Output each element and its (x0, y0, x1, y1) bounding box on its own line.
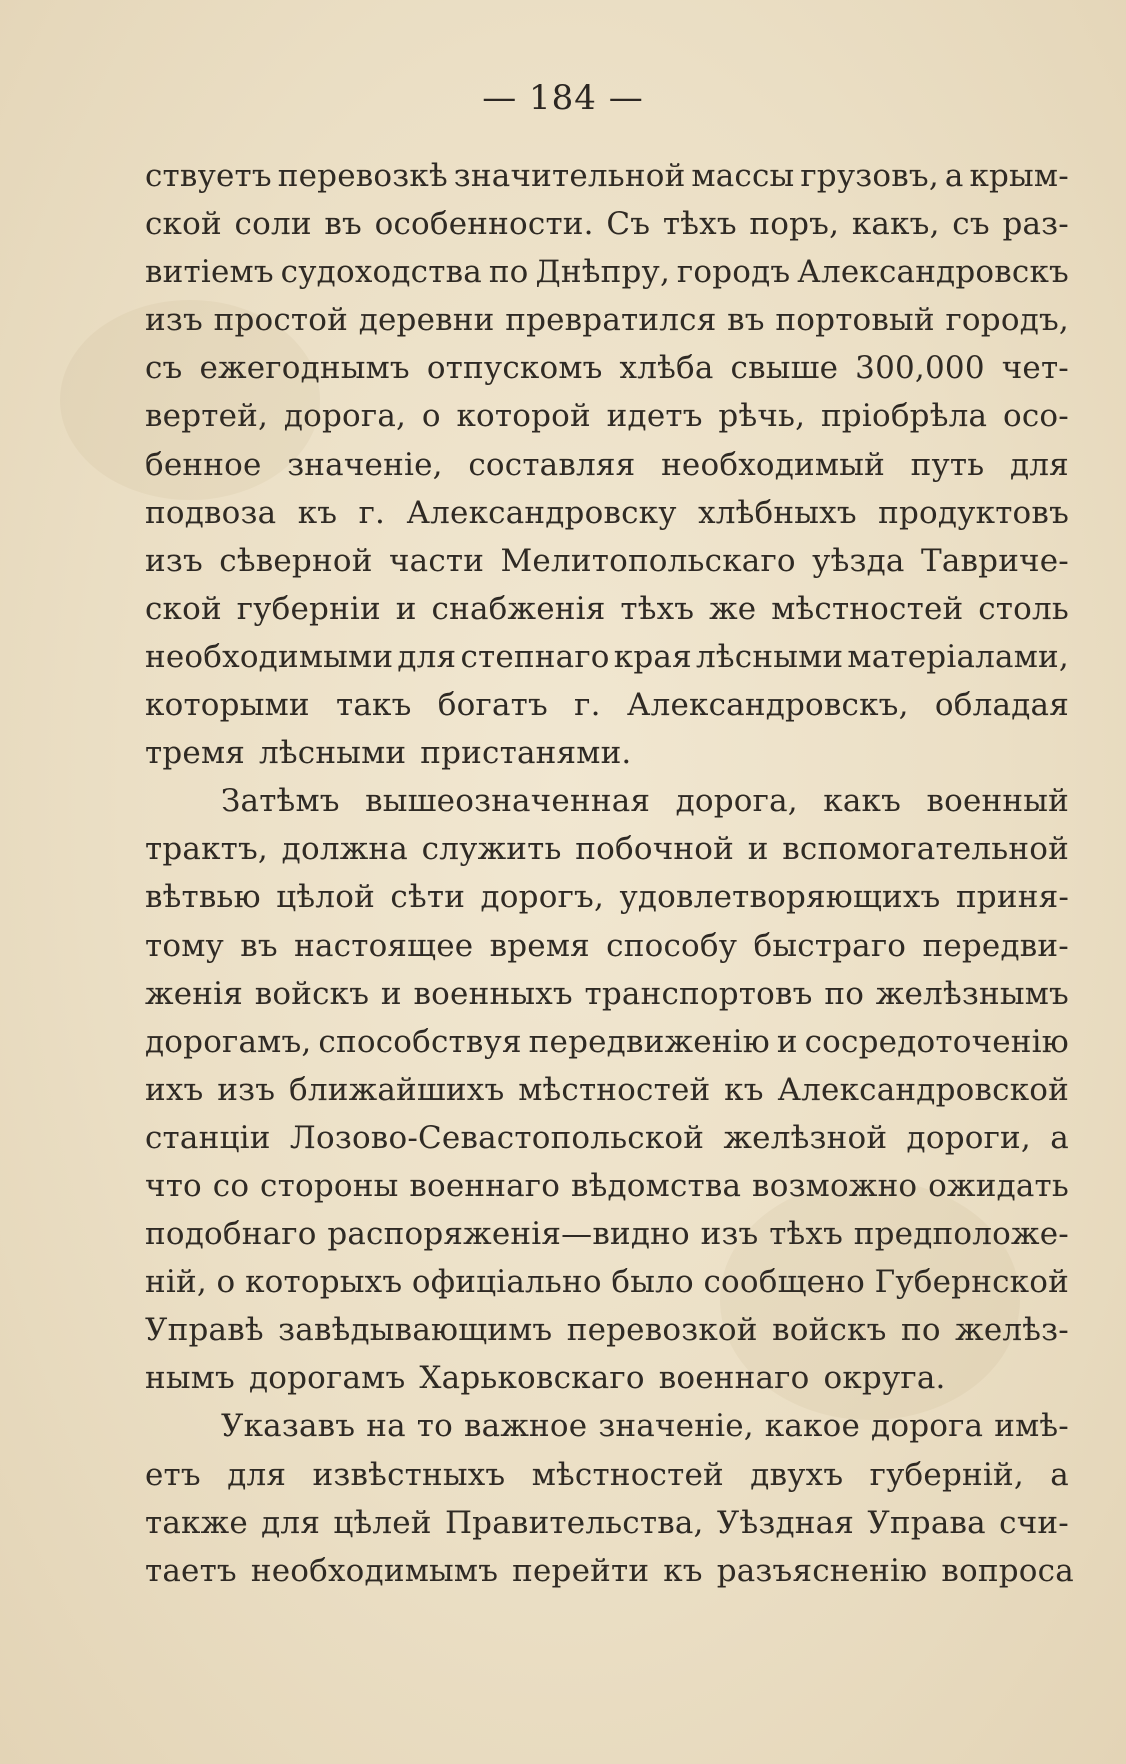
word: желѣз- (955, 1312, 1069, 1349)
word: Харьковскаго (419, 1360, 645, 1397)
word: губерніи (236, 590, 381, 627)
word: Днѣпру, (535, 254, 671, 291)
word: городъ, (945, 302, 1069, 339)
word: снабженія (431, 590, 606, 627)
word: офиціально (411, 1264, 602, 1301)
text-line (145, 296, 1069, 344)
word: деревни (358, 302, 495, 339)
word: военный (926, 783, 1069, 820)
word: свыше (730, 350, 839, 387)
word: со (212, 1167, 250, 1204)
word: етъ (145, 1456, 201, 1493)
word: значительной (453, 158, 686, 194)
word: желѣзной (723, 1119, 888, 1156)
word: время (489, 927, 590, 964)
word: тѣхъ (769, 1216, 844, 1253)
word: г. (574, 687, 601, 724)
word: вѣтвью (145, 879, 261, 916)
body-text (145, 152, 1074, 1595)
word: тѣхъ (620, 590, 695, 627)
text-line (145, 681, 1069, 729)
word: соли (234, 206, 312, 243)
word: вспомогательной (782, 831, 1069, 868)
word: Мелитопольскаго (500, 542, 796, 579)
word: портовый (775, 302, 935, 339)
word: для (397, 638, 457, 675)
word: осо- (1002, 398, 1069, 435)
word: вопроса (941, 1552, 1074, 1589)
word: идетъ (606, 398, 703, 435)
word: Лозово-Севастопольской (289, 1119, 705, 1156)
text-line (145, 1451, 1069, 1499)
word: которыхъ (245, 1264, 403, 1301)
word: мѣстностей (531, 1456, 724, 1493)
word: для (227, 1456, 287, 1493)
word: простой (213, 302, 349, 339)
word: судоходства (280, 254, 482, 291)
word: лѣсными (696, 638, 844, 675)
word: составляя (468, 446, 636, 483)
word: степнаго (460, 638, 610, 675)
word: ближайшихъ (289, 1071, 505, 1108)
word: войскъ (254, 975, 370, 1012)
word: ожидать (928, 1167, 1069, 1204)
word: изъ (217, 1071, 276, 1108)
word: чет- (1001, 350, 1069, 387)
word: массы (691, 158, 795, 194)
text-line (145, 1018, 1069, 1066)
word: части (388, 542, 485, 579)
word: и (747, 831, 769, 868)
text-line (145, 777, 1069, 825)
word: хлѣбныхъ (698, 494, 857, 531)
word: раз- (1002, 206, 1069, 243)
word: тому (145, 927, 224, 964)
word: быстраго (753, 927, 907, 964)
word: Уѣздная (716, 1504, 855, 1541)
word: Александровскъ, (626, 687, 909, 724)
word: поръ, (749, 206, 840, 243)
word: губерній, (869, 1456, 1024, 1493)
word: съ (145, 350, 183, 387)
word: дорога, (283, 398, 407, 435)
word: продуктовъ (878, 494, 1069, 531)
word: служить (421, 831, 562, 868)
word: путь (910, 446, 985, 483)
word: цѣлой (276, 879, 375, 916)
text-line (145, 200, 1069, 248)
word: и (776, 1023, 798, 1060)
word: пристанями. (420, 735, 632, 772)
word: а (1050, 1456, 1069, 1493)
word: вѣдомства (570, 1167, 742, 1204)
word: витіемъ (145, 254, 274, 291)
word: ской (145, 590, 222, 627)
word: особенности. (374, 206, 594, 243)
word: съ (952, 206, 990, 243)
text-line (145, 1402, 1069, 1450)
text-line (145, 1210, 1069, 1258)
word: хлѣба (619, 350, 714, 387)
text-line (145, 1354, 1069, 1402)
word: округа. (823, 1360, 946, 1397)
word: Тавриче- (920, 542, 1069, 579)
text-line (145, 873, 1069, 921)
word: то (416, 1408, 453, 1445)
word: городъ (676, 254, 791, 291)
word: необходимый (661, 446, 885, 483)
word: уѣзда (812, 542, 905, 579)
word: стороны (260, 1167, 399, 1204)
word: Правительства, (444, 1504, 704, 1541)
word: такъ (336, 687, 412, 724)
word: должна (281, 831, 408, 868)
text-line (145, 344, 1069, 392)
word: побочной (575, 831, 734, 868)
text-line (145, 922, 1069, 970)
word: изъ (145, 542, 203, 579)
word: женія (145, 975, 243, 1012)
word: дороги, (906, 1119, 1031, 1156)
word: Управѣ (145, 1312, 264, 1349)
word: подвоза (145, 494, 277, 531)
text-line (145, 1547, 1074, 1595)
word: ній, (145, 1264, 207, 1301)
word: бенное (145, 446, 262, 483)
word: на (366, 1408, 406, 1445)
word: Александровской (777, 1071, 1069, 1108)
text-line (145, 1162, 1069, 1210)
word: трактъ, (145, 831, 268, 868)
text-line (145, 248, 1069, 296)
word: Александровскъ (797, 254, 1069, 291)
word: столь (978, 590, 1069, 627)
word: Затѣмъ (221, 783, 340, 820)
word: таетъ (145, 1552, 237, 1589)
word: передви- (922, 927, 1069, 964)
word: мѣстностей (518, 1071, 711, 1108)
word: перейти (512, 1552, 650, 1589)
word: важное (464, 1408, 588, 1445)
word: завѣдывающимъ (278, 1312, 553, 1349)
word: дорогъ, (480, 879, 604, 916)
word: значеніе, (598, 1408, 754, 1445)
word: распоряженія—видно (327, 1216, 690, 1253)
word: къ (724, 1071, 764, 1108)
word: настоящее (294, 927, 474, 964)
word: изъ (145, 302, 203, 339)
word: передвиженію (528, 1023, 770, 1060)
text-line (145, 1258, 1069, 1306)
word: что (145, 1167, 202, 1204)
word: къ (297, 494, 338, 531)
word: возможно (752, 1167, 918, 1204)
word: вышеозначенная (365, 783, 651, 820)
word: и (380, 975, 402, 1012)
page-number: — 184 — (482, 78, 644, 118)
word: а (1050, 1119, 1069, 1156)
word: же (709, 590, 757, 627)
word: пріобрѣла (820, 398, 988, 435)
word: ствуетъ (145, 158, 272, 194)
word: вертей, (145, 398, 269, 435)
word: по (488, 254, 529, 291)
word: Указавъ (221, 1408, 356, 1445)
word: военныхъ (413, 975, 573, 1012)
word: въ (727, 302, 765, 339)
word: Александровску (406, 494, 677, 531)
text-line (145, 441, 1069, 489)
word: сосредоточенію (804, 1023, 1069, 1060)
word: сѣверной (219, 542, 373, 579)
word: ежегоднымъ (199, 350, 410, 387)
word: способу (606, 927, 738, 964)
word: также (145, 1504, 248, 1541)
word: какъ (823, 783, 902, 820)
word: перевозкѣ (277, 158, 448, 194)
text-line (145, 825, 1069, 873)
text-line (145, 970, 1069, 1018)
word: для (1010, 446, 1069, 483)
word: по (824, 975, 865, 1012)
word: о (216, 1264, 236, 1301)
word: двухъ (750, 1456, 844, 1493)
text-line (145, 1499, 1069, 1547)
word: предположе- (853, 1216, 1069, 1253)
word: богатъ (437, 687, 548, 724)
word: для (261, 1504, 321, 1541)
word: необходимыми (145, 638, 394, 675)
text-line (145, 537, 1069, 585)
word: способствуя (318, 1023, 522, 1060)
word: военнаго (658, 1360, 810, 1397)
word: станціи (145, 1119, 271, 1156)
word: а (944, 158, 964, 194)
text-line (145, 1114, 1069, 1162)
word: транспортовъ (584, 975, 813, 1012)
word: извѣстныхъ (312, 1456, 506, 1493)
word: которыми (145, 687, 310, 724)
word: тремя (145, 735, 246, 772)
text-line (145, 729, 1069, 777)
word: рѣчь, (718, 398, 806, 435)
word: тѣхъ (662, 206, 737, 243)
word: въ (240, 927, 278, 964)
word: перевозкой (566, 1312, 758, 1349)
word: къ (663, 1552, 703, 1589)
word: ской (145, 206, 222, 243)
word: которой (456, 398, 591, 435)
word: 300,000 (855, 350, 985, 387)
word: какъ, (851, 206, 940, 243)
text-line (145, 392, 1069, 440)
word: сѣти (390, 879, 466, 916)
word: превратился (505, 302, 717, 339)
word: цѣлей (333, 1504, 432, 1541)
word: подобнаго (145, 1216, 317, 1253)
word: Губернской (874, 1264, 1069, 1301)
word: сообщено (703, 1264, 865, 1301)
word: дорога (871, 1408, 984, 1445)
word: желѣзнымъ (875, 975, 1069, 1012)
word: какое (764, 1408, 861, 1445)
text-line (145, 1306, 1069, 1354)
word: матеріалами, (847, 638, 1069, 675)
word: Управа (867, 1504, 986, 1541)
word: мѣстностей (771, 590, 964, 627)
word: края (613, 638, 692, 675)
text-line (145, 1066, 1069, 1114)
word: крым- (969, 158, 1069, 194)
word: по (900, 1312, 941, 1349)
word: имѣ- (994, 1408, 1069, 1445)
word: необходимымъ (250, 1552, 499, 1589)
word: нымъ (145, 1360, 235, 1397)
text-line (145, 489, 1069, 537)
word: дорога, (675, 783, 798, 820)
word: удовлетворяющихъ (619, 879, 941, 916)
text-line (145, 585, 1069, 633)
word: ихъ (145, 1071, 204, 1108)
word: было (611, 1264, 694, 1301)
word: о (421, 398, 441, 435)
word: грузовъ, (800, 158, 939, 194)
word: лѣсными (259, 735, 407, 772)
word: дорогамъ (248, 1360, 406, 1397)
word: счи- (999, 1504, 1069, 1541)
word: значеніе, (287, 446, 443, 483)
word: приня- (955, 879, 1069, 916)
word: Съ (606, 206, 651, 243)
word: въ (324, 206, 362, 243)
word: г. (358, 494, 386, 531)
text-line (145, 633, 1069, 681)
word: обладая (934, 687, 1069, 724)
word: отпускомъ (426, 350, 603, 387)
word: войскъ (772, 1312, 887, 1349)
word: военнаго (409, 1167, 561, 1204)
word: разъясненію (716, 1552, 928, 1589)
word: и (395, 590, 417, 627)
word: дорогамъ, (145, 1023, 312, 1060)
text-line (145, 152, 1069, 200)
word: изъ (700, 1216, 759, 1253)
